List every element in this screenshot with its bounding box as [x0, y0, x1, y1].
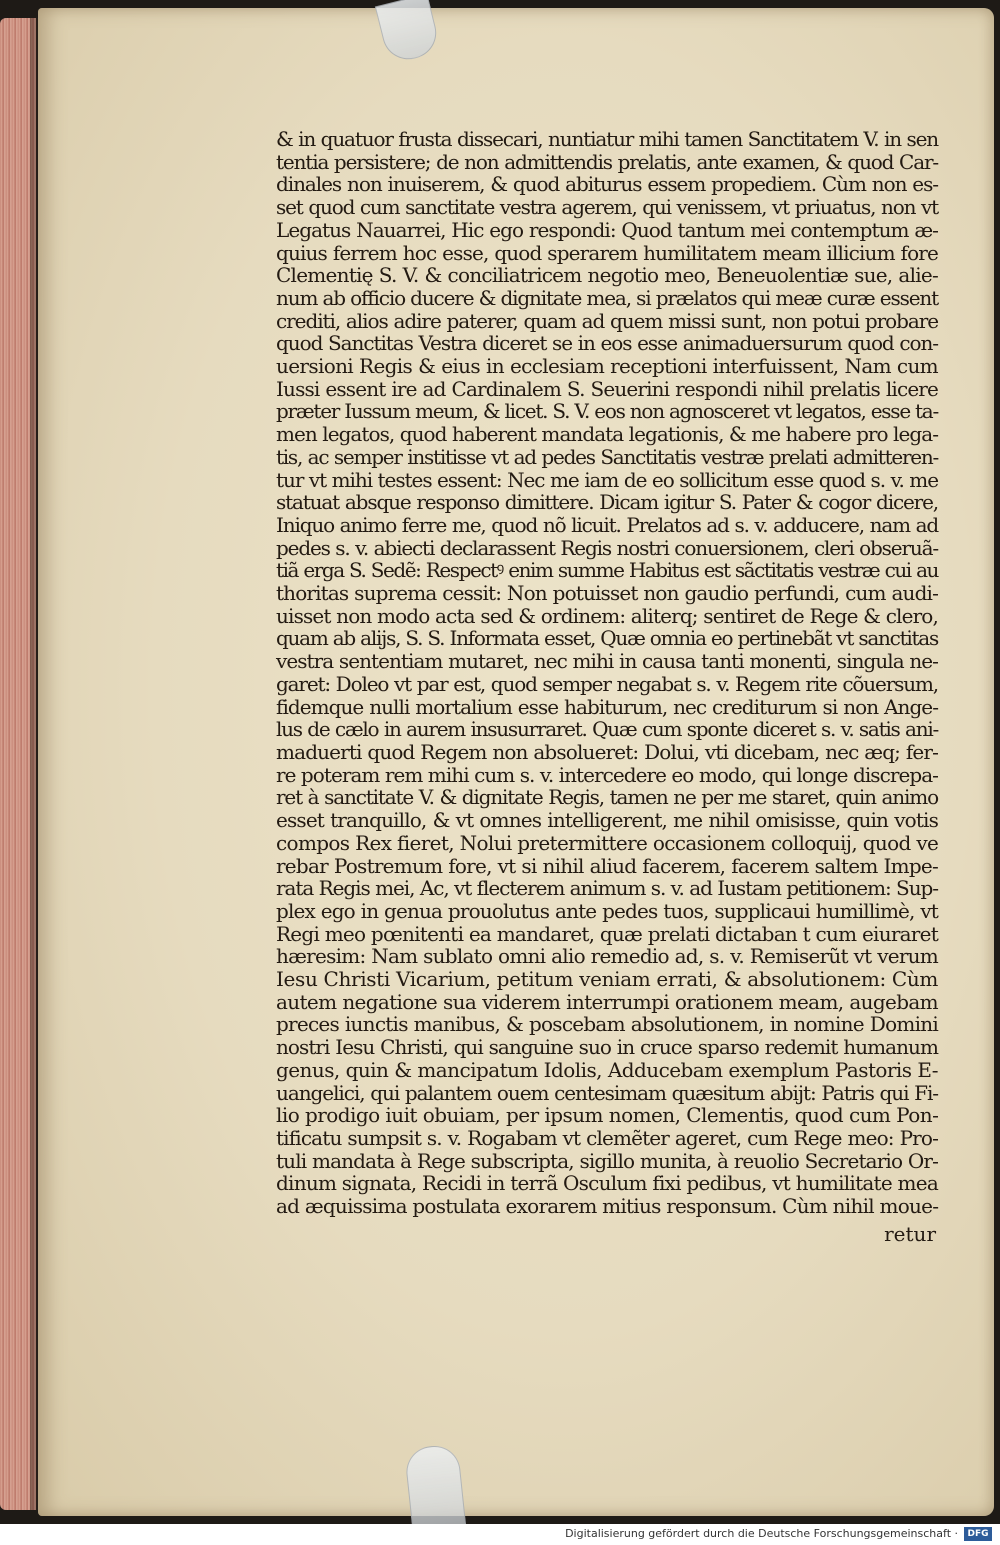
text-line: Iesu Christi Vicarium, petitum veniam errati, & absolutionem: Cùm	[276, 967, 938, 992]
text-line: Iniquo animo ferre me, quod nõ licuit. Prelatos ad s. v. adducere, nam ad	[276, 512, 938, 537]
text-line: esset tranquillo, & vt omnes intelligerent, me nihil omisisse, quin votis	[276, 808, 938, 833]
text-line: hæresim: Nam sublato omni alio remedio ad, s. v. Remiserũt vt verum	[276, 944, 938, 969]
text-line: garet: Doleo vt par est, quod semper negabat s. v. Regem rite cõuersum,	[276, 671, 938, 696]
page-text-body	[276, 128, 938, 1218]
text-line: quam ab alijs, S. S. Informata esset, Quæ omnia eo pertinebãt vt sanctitas	[276, 626, 938, 651]
text-line: & in quatuor frusta dissecari, nuntiatur mihi tamen Sanctitatem V. in sen	[276, 127, 938, 151]
text-line: quius ferrem hoc esse, quod sperarem humilitatem meam illicium fore	[276, 240, 938, 265]
text-line: dinum signata, Recidi in terrã Osculum fixi pedibus, vt humilitate mea	[276, 1171, 938, 1196]
text-line: statuat absque responso dimittere. Dicam igitur S. Pater & cogor dicere,	[276, 490, 938, 515]
text-line: tuli mandata à Rege subscripta, sigillo munita, à reuolio Secretario Or-	[276, 1148, 938, 1173]
catchword: retur	[884, 1222, 936, 1246]
text-line: ad æquissima postulata exorarem mitius responsum. Cùm nihil moue-	[276, 1194, 939, 1219]
text-line: pedes s. v. abiecti declarassent Regis nostri conuersionem, cleri obseruã-	[276, 535, 938, 560]
text-line: Iussi essent ire ad Cardinalem S. Seuerini respondi nihil prelatis licere	[276, 376, 938, 401]
text-line: men legatos, quod haberent mandata legationis, & me habere pro lega-	[276, 422, 938, 447]
text-line: vestra sententiam mutaret, nec mihi in causa tanti monenti, singula ne-	[276, 649, 938, 674]
text-line: genus, quin & mancipatum Idolis, Adducebam exemplum Pastoris E-	[276, 1057, 938, 1082]
text-line: præter Iussum meum, & licet. S. V. eos non agnosceret vt legatos, esse ta-	[276, 399, 938, 424]
text-line: tentia persistere; de non admittendis prelatis, ante examen, & quod Car-	[276, 149, 938, 174]
text-line: plex ego in genua prouolutus ante pedes tuos, supplicaui humillimè, vt	[276, 898, 938, 923]
text-line: preces iunctis manibus, & poscebam absolutionem, in nomine Domini	[276, 1012, 938, 1037]
text-line: lus de cælo in aurem insusurraret. Quæ cum sponte diceret s. v. satis ani-	[276, 717, 938, 742]
text-line: dinales non inuiserem, & quod abiturus essem propediem. Cùm non es-	[276, 172, 938, 197]
text-line: lio prodigo iuit obuiam, per ipsum nomen, Clementis, quod cum Pon-	[276, 1103, 939, 1128]
text-line: rebar Postremum fore, vt si nihil aliud facerem, facerem saltem Impe-	[276, 853, 938, 878]
digitization-footer	[0, 1524, 1000, 1545]
text-line: maduerti quod Regem non absolueret: Dolui, vti dicebam, nec æq; fer-	[276, 739, 938, 764]
text-line: num ab officio ducere & dignitate mea, si prælatos qui meæ curæ essent	[276, 285, 938, 310]
text-line: set quod cum sanctitate vestra agerem, qui venissem, vt priuatus, non vt	[276, 195, 938, 220]
text-line: tur vt mihi testes essent: Nec me iam de eo sollicitum esse quod s. v. me	[276, 467, 938, 492]
text-line: tificatu sumpsit s. v. Rogabam vt clemẽter ageret, cum Rege meo: Pro-	[276, 1125, 938, 1150]
text-line: uisset non modo acta sed & ordinem: aliterq; sentiret de Rege & clero,	[276, 603, 938, 628]
text-line: Clementię S. V. & conciliatricem negotio meo, Beneuolentiæ sue, alie-	[276, 263, 938, 288]
text-line: crediti, alios adire paterer, quam ad quem missi sunt, non potui probare	[276, 308, 938, 333]
text-line: Legatus Nauarrei, Hic ego respondi: Quod tantum mei contemptum æ-	[276, 217, 938, 242]
text-line: autem negatione sua viderem interrumpi orationem meam, augebam	[276, 989, 938, 1014]
text-line: tis, ac semper institisse vt ad pedes Sanctitatis vestræ prelati admitteren-	[276, 444, 938, 469]
text-line: uersioni Regis & eius in ecclesiam receptioni interfuissent, Nam cum	[276, 354, 938, 379]
footer-credit-text: Digitalisierung gefördert durch die Deutsche Forschungsgemeinschaft ·	[565, 1527, 958, 1540]
text-line: tiã erga S. Sedẽ: Respectꝰ enim summe Habitus est sãctitatis vestræ cui au	[276, 558, 938, 583]
text-line: quod Sanctitas Vestra diceret se in eos esse animaduersurum quod con-	[276, 331, 938, 356]
text-line: compos Rex fieret, Nolui pretermittere occasionem colloquij, quod ve	[276, 830, 939, 855]
text-line: rata Regis mei, Ac, vt flecterem animum s. v. ad Iustam petitionem: Sup-	[276, 876, 938, 901]
dfg-logo-icon: DFG	[964, 1527, 992, 1541]
text-line: uangelici, qui palantem ouem centesimam quæsitum abijt: Patris qui Fi-	[276, 1080, 938, 1105]
text-line: thoritas suprema cessit: Non potuisset non gaudio perfundi, cum audi-	[276, 581, 938, 606]
text-line: Regi meo pœnitenti ea mandaret, quæ prelati dictaban t cum eiuraret	[276, 921, 938, 946]
text-line: ret à sanctitate V. & dignitate Regis, tamen ne per me staret, quin animo	[276, 785, 938, 810]
text-line: nostri Iesu Christi, qui sanguine suo in cruce sparso redemit humanum	[276, 1035, 938, 1060]
text-line: re poteram rem mihi cum s. v. intercedere eo modo, qui longe discrepa-	[276, 762, 938, 787]
text-line: fidemque nulli mortalium esse habiturum, nec crediturum si non Ange-	[276, 694, 938, 719]
